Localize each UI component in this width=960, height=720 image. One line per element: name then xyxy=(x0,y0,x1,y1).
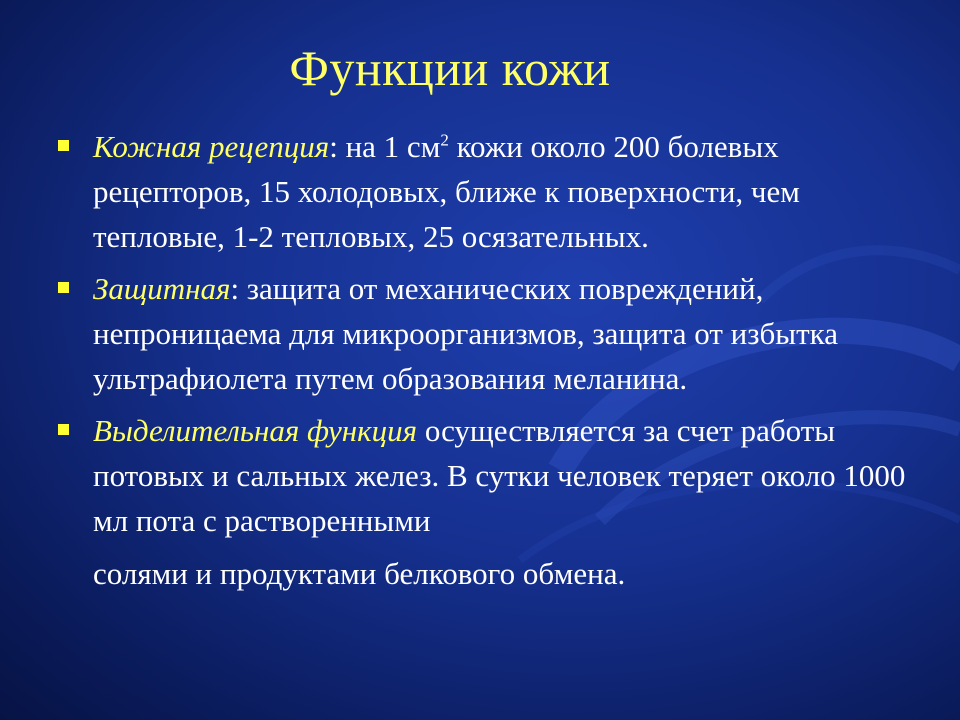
bullet-term: Выделительная функция xyxy=(93,413,418,448)
bullet-term: Защитная xyxy=(93,271,231,306)
bullet-item-excretory xyxy=(58,408,908,596)
bullet-text: : защита от механических повреждений, непроницаема для микроорганизмов, защита от избытка ультрафиолета путем образования меланина. xyxy=(93,271,838,396)
superscript: 2 xyxy=(440,130,449,150)
bullet-term: Кожная рецепция xyxy=(93,129,330,164)
bullet-list xyxy=(58,124,908,603)
yellow-square-bullet-icon xyxy=(58,424,69,435)
bullet-item-protective xyxy=(58,266,908,401)
yellow-square-bullet-icon xyxy=(58,282,69,293)
yellow-square-bullet-icon xyxy=(58,140,69,151)
slide-title: Функции кожи xyxy=(289,40,611,96)
bullet-text: : на 1 см xyxy=(329,129,441,164)
bullet-text: кожи около 200 болевых рецепторов, 15 холодовых, ближе к поверхности, чем тепловые, 1-2 тепловых, 25 осязательных. xyxy=(93,129,800,254)
bullet-text-last-line: солями и продуктами белкового обмена. xyxy=(93,556,626,591)
bullet-text: осуществляется за счет работы потовых и сальных желез. В сутки человек теряет около 1000 мл пота с растворенными xyxy=(93,413,906,538)
bullet-item-skin-reception xyxy=(58,124,908,259)
